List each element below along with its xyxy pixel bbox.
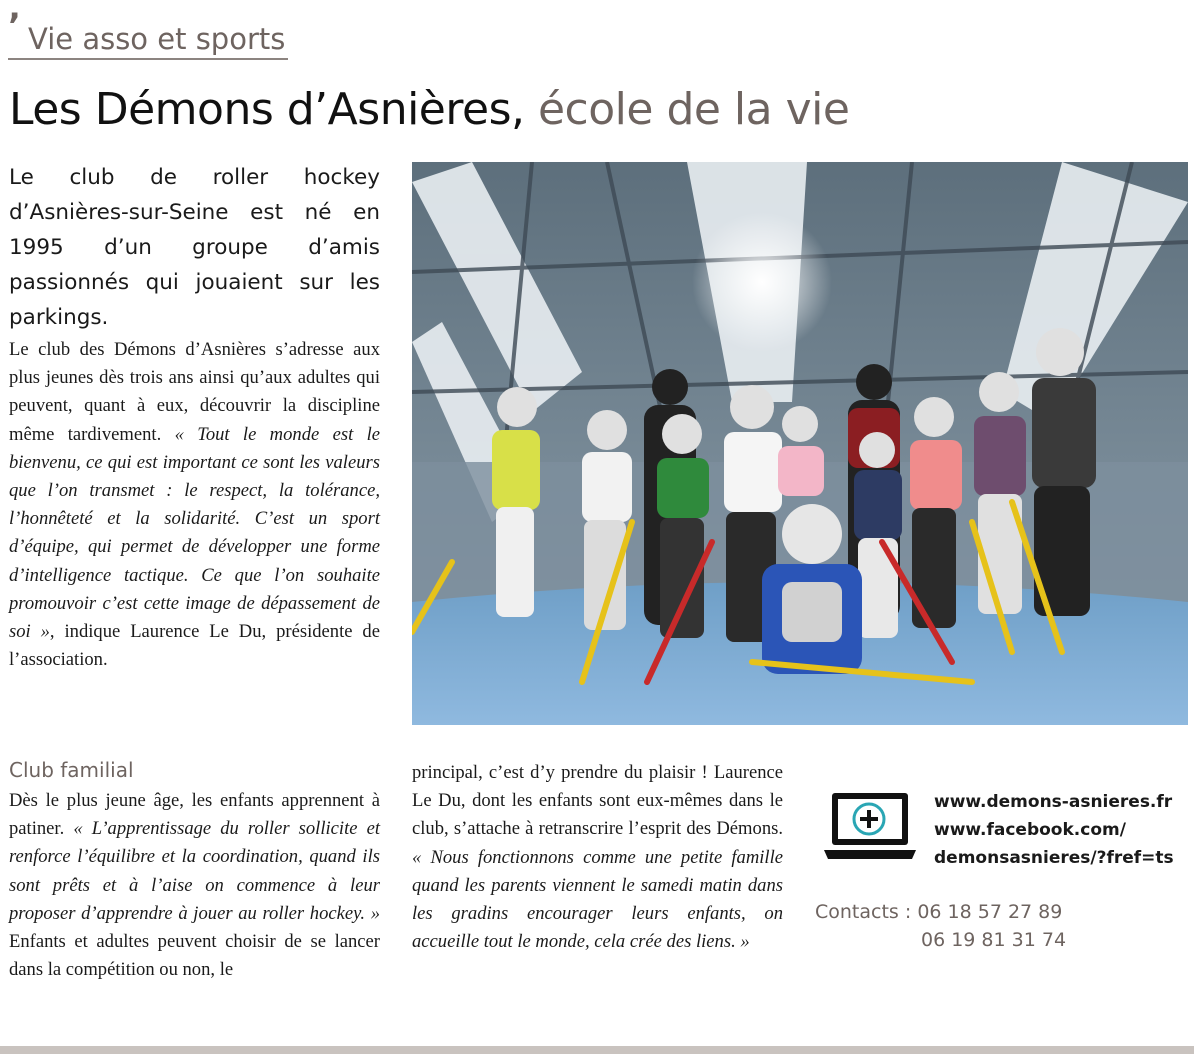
- text-run: Le club des Démons d’Asnières s’adresse aux plus jeunes dès trois ans ainsi qu’aux adultes qui peuvent, quant à eux, découvrir la discipline même tardivement.: [9, 339, 380, 445]
- contacts-label: Contacts :: [815, 901, 912, 923]
- paragraph-continuation: [412, 759, 783, 956]
- web-links: [934, 788, 1174, 872]
- team-photo-illustration: [412, 162, 1188, 725]
- quote-run: « Tout le monde est le bienvenu, ce qui est important ce sont les valeurs que l’on transmet : le respect, la tolérance, l’honnêteté et la solidarité. C’est un sport d’équipe, qui permet de développer une forme d’intelligence tactique. Ce que l’on souhaite promouvoir c’est cette image de dépassement de soi »: [9, 423, 380, 643]
- paragraph-intro: [9, 336, 380, 674]
- facebook-link[interactable]: www.facebook.com/: [934, 820, 1126, 840]
- laptop-plus-icon: [822, 790, 918, 862]
- footer-rule: [0, 1046, 1194, 1054]
- article-lead: Le club de roller hockey d’Asnières-sur-Seine est né en 1995 d’un groupe d’amis passionnés qui jouaient sur les parkings.: [9, 165, 380, 330]
- section-label: Vie asso et sports: [28, 22, 286, 56]
- website-link[interactable]: www.demons-asnieres.fr: [934, 792, 1173, 812]
- text-run: Dès le plus jeune âge, les enfants apprennent à patiner.: [9, 790, 380, 840]
- facebook-link-cont[interactable]: demonsasnieres/?fref=ts: [934, 848, 1174, 868]
- contact-phone: 06 18 57 27 89: [917, 901, 1063, 923]
- headline-main: Les Démons d’Asnières,: [9, 84, 525, 135]
- section-underline: [8, 58, 288, 60]
- headline-accent: école de la vie: [537, 84, 850, 135]
- text-run: principal, c’est d’y prendre du plaisir ! Laurence Le Du, dont les enfants sont eux-mêmes dans le club, s’attache à retranscrire l’esprit des Démons.: [412, 762, 783, 840]
- team-photo: [412, 162, 1188, 725]
- paragraph-club-familial: [9, 787, 380, 984]
- contacts-block: [815, 898, 1066, 954]
- quote-run: « L’apprentissage du roller sollicite et renforce l’équilibre et la coordination, quand ils sont prêts et à l’aise on commence à leur proposer d’apprendre à jouer au roller hockey. »: [9, 818, 380, 924]
- subhead-club-familial: Club familial: [9, 758, 134, 782]
- article-headline: [9, 84, 849, 135]
- section-rubric: [8, 8, 288, 60]
- quote-run: « Nous fonctionnons comme une petite famille quand les parents viennent le samedi matin dans les gradins encourager leurs enfants, on accueille tout le monde, cela crée des liens. »: [412, 846, 783, 953]
- quote-mark-icon: ’: [8, 6, 21, 46]
- text-run: , indique Laurence Le Du, présidente de l’association.: [9, 621, 380, 671]
- contact-phone: 06 19 81 31 74: [921, 929, 1067, 951]
- text-run: Enfants et adultes peuvent choisir de se lancer dans la compétition ou non, le: [9, 931, 380, 981]
- web-links-box: [822, 788, 1192, 868]
